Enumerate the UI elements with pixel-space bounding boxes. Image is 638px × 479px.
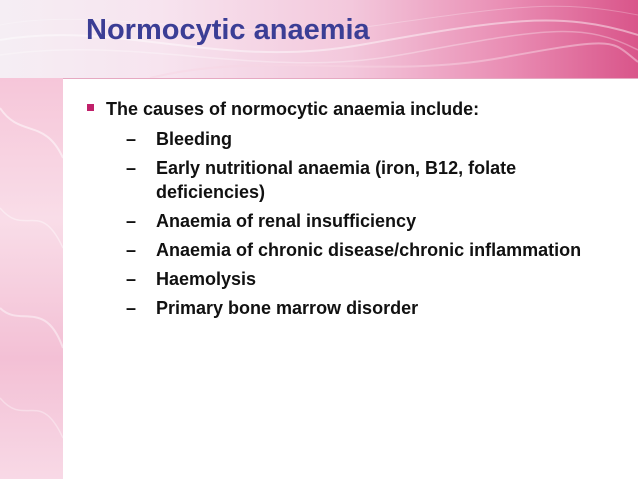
sub-bullet-item (126, 238, 626, 262)
side-strip-background (0, 78, 63, 479)
bullet-item (86, 97, 626, 320)
sub-bullet-text: Haemolysis (156, 269, 257, 289)
sub-bullet-text: Early nutritional anaemia (iron, B12, folate deficiencies) (156, 158, 517, 202)
bullet-text: The causes of normocytic anaemia include: (106, 99, 480, 119)
sub-bullet-item (126, 127, 626, 151)
dash-icon: – (126, 129, 137, 149)
square-bullet-icon (87, 104, 94, 111)
dash-icon: – (126, 240, 137, 260)
side-strip-decoration (0, 78, 63, 479)
dash-icon: – (126, 158, 137, 178)
dash-icon: – (126, 269, 137, 289)
sub-bullet-item (126, 296, 626, 320)
sub-bullet-item (126, 209, 626, 233)
sub-bullet-text: Primary bone marrow disorder (156, 298, 419, 318)
sub-bullet-text: Anaemia of renal insufficiency (156, 211, 417, 231)
sub-bullet-item (126, 267, 626, 291)
dash-icon: – (126, 298, 137, 318)
sub-bullet-text: Bleeding (156, 129, 233, 149)
sub-bullet-list (106, 127, 626, 320)
sub-bullet-item (126, 156, 626, 204)
dash-icon: – (126, 211, 137, 231)
sub-bullet-text: Anaemia of chronic disease/chronic inflammation (156, 240, 582, 260)
bullet-list (86, 97, 626, 325)
slide-title: Normocytic anaemia (86, 14, 370, 46)
